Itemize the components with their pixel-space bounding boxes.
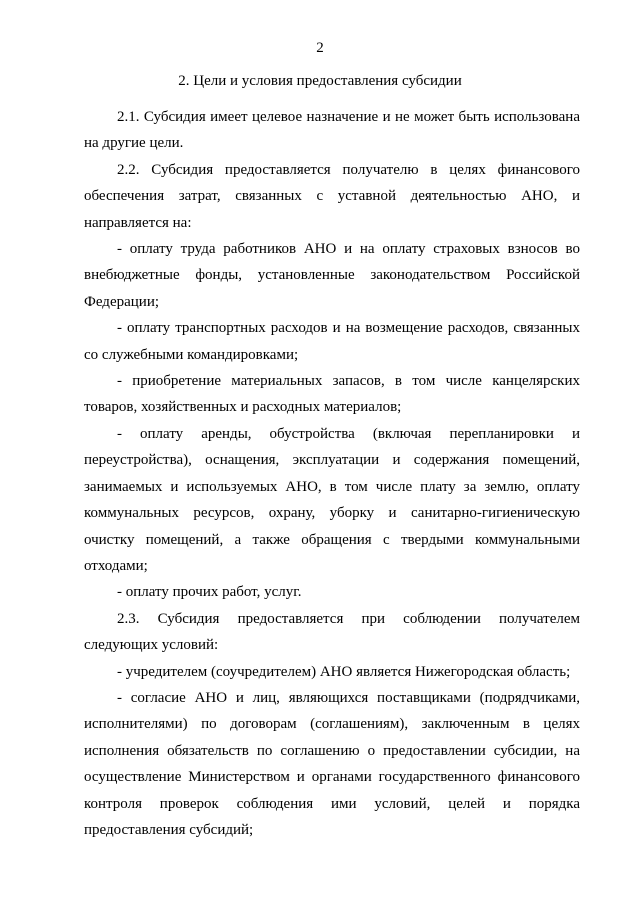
list-item-other-services: - оплату прочих работ, услуг. (117, 584, 302, 601)
list-item-consent-to-inspections: - согласие АНО и лиц, являющихся поставщиками (подрядчиками, исполнителями) по договорам (соглашениям), заключенным в целях исполнения обязательств по соглашению о предоставлении субсидии, на осуществление Министерством и органами государственного финансового контроля проверок соблюдения ими условий, целей и порядка предоставления субсидий; (84, 689, 580, 838)
paragraph-2-3: 2.3. Субсидия предоставляется при соблюдении получателем следующих условий: (84, 610, 580, 654)
list-item-material-supplies: - приобретение материальных запасов, в том числе канцелярских товаров, хозяйственных и расходных материалов; (84, 373, 580, 416)
document-body (84, 104, 580, 843)
list-item-rent-and-premises: - оплату аренды, обустройства (включая перепланировки и переустройства), оснащения, эксплуатации и содержания помещений, занимаемых и используемых АНО, в том числе плату за землю, оплату коммунальных ресурсов, охрану, уборку и санитарно-гигиеническую очистку помещений, а также обращения с твердыми коммунальными отходами; (84, 425, 580, 574)
list-item-transport-expenses: - оплату транспортных расходов и на возмещение расходов, связанных со служебными командировками; (84, 320, 580, 363)
list-item-labor-payment: - оплату труда работников АНО и на оплату страховых взносов во внебюджетные фонды, установленные законодательством Российской Федерации; (84, 241, 580, 310)
list-item-founder: - учредителем (соучредителем) АНО является Нижегородская область; (117, 663, 571, 680)
page-number: 2 (316, 40, 324, 56)
paragraph-2-2: 2.2. Субсидия предоставляется получателю в целях финансового обеспечения затрат, связанных с уставной деятельностью АНО, и направляется на: (84, 161, 580, 231)
paragraph-2-1: 2.1. Субсидия имеет целевое назначение и не может быть использована на другие цели. (84, 109, 580, 152)
section-title: 2. Цели и условия предоставления субсидии (178, 73, 462, 89)
